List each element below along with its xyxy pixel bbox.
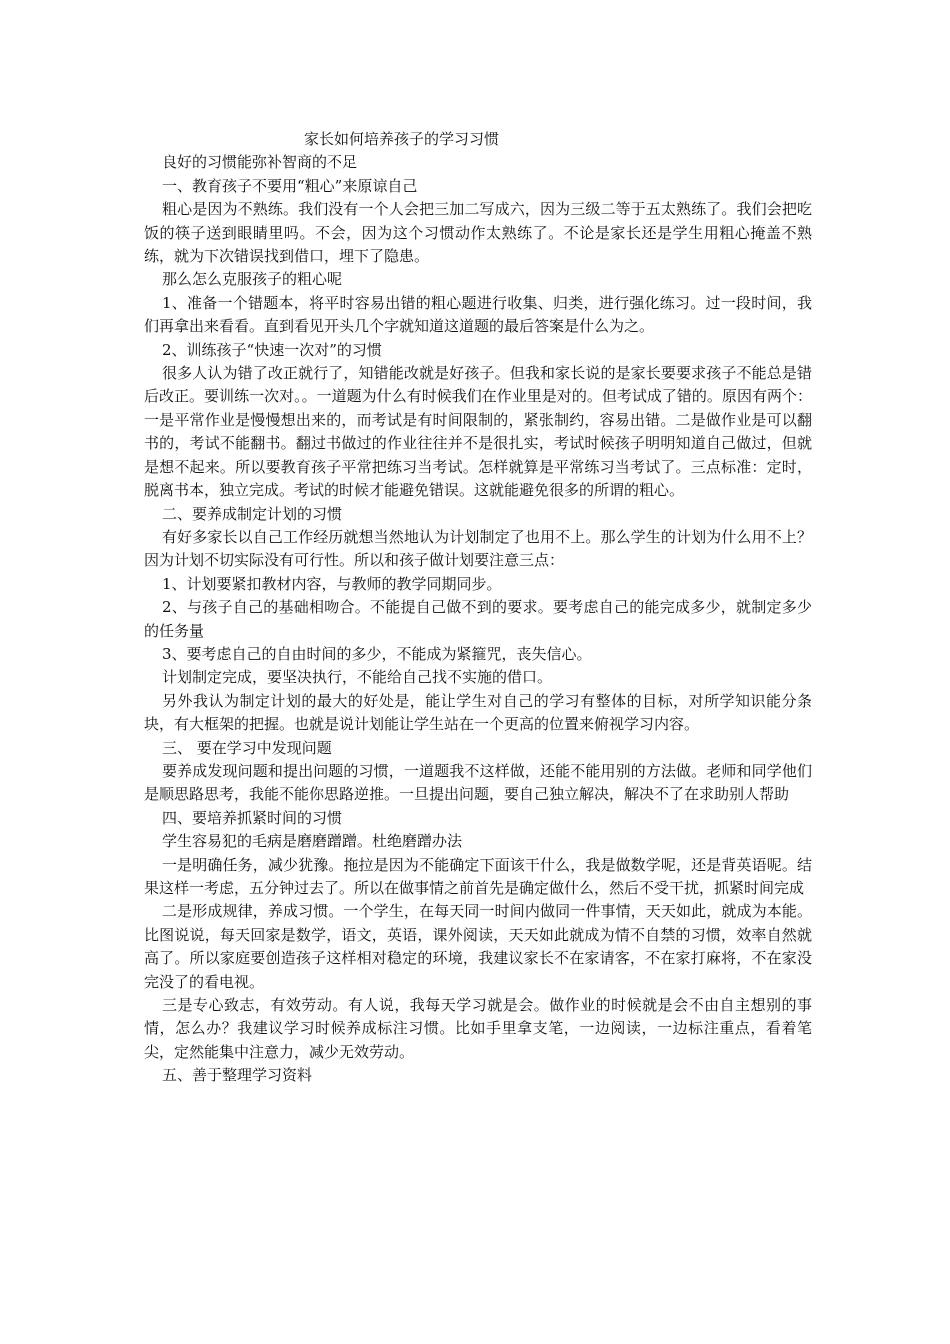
document-page <box>144 128 812 1088</box>
section-heading: 一、教育孩子不要用“粗心”来原谅自己 <box>162 176 418 195</box>
section-heading: 二、要养成制定计划的习惯 <box>162 504 343 523</box>
paragraph: 2、与孩子自己的基础相吻合。不能提自己做不到的要求。要考虑自己的能完成多少，就制定多少的任务量 <box>144 598 812 640</box>
section-heading: 三、 要在学习中发现问题 <box>162 738 332 757</box>
section-heading: 五、善于整理学习资料 <box>162 1066 313 1085</box>
paragraph: 另外我认为制定计划的最大的好处是，能让学生对自己的学习有整体的目标，对所学知识能分条块，有大框架的把握。也就是说计划能让学生站在一个更高的位置来俯视学习内容。 <box>144 691 812 734</box>
paragraph: 二是形成规律，养成习惯。一个学生，在每天同一时间内做同一件事情，天天如此，就成为本能。比图说说，每天回家是数学，语文，英语，课外阅读，天天如此就成为情不自禁的习惯，效率自然就高了。所以家庭要创造孩子这样相对稳定的环境，我建议家长不在家请客，不在家打麻将，不在家没完没了的看电视。 <box>144 902 812 991</box>
section-heading: 四、要培养抓紧时间的习惯 <box>162 808 343 827</box>
paragraph: 三是专心致志，有效劳动。有人说，我每天学习就是会。做作业的时候就是会不由自主想别的事情，怎么办？我建议学习时候养成标注习惯。比如手里拿支笔，一边阅读，一边标注重点，看着笔尖，定然能集中注意力，减少无效劳动。 <box>144 996 812 1061</box>
paragraph: 2、训练孩子“快速一次对”的习惯 <box>162 340 382 359</box>
paragraph: 计划制定完成，要坚决执行，不能给自己找不实施的借口。 <box>162 668 553 687</box>
paragraph: 一是明确任务，减少犹豫。拖拉是因为不能确定下面该干什么，我是做数学呢，还是背英语呢。结果这样一考虑，五分钟过去了。所以在做事情之前首先是确定做什么，然后不受干扰，抓紧时间完成 <box>144 855 812 897</box>
paragraph: 良好的习惯能弥补智商的不足 <box>162 153 358 172</box>
paragraph: 1、计划要紧扣教材内容，与教师的教学同期同步。 <box>162 574 502 593</box>
paragraph: 1、准备一个错题本，将平时容易出错的粗心题进行收集、归类，进行强化练习。过一段时间，我们再拿出来看看。直到看见开头几个字就知道这道题的最后答案是什么为之。 <box>144 293 812 336</box>
paragraph: 学生容易犯的毛病是磨磨蹭蹭。杜绝磨蹭办法 <box>162 832 463 851</box>
paragraph: 那么怎么克服孩子的粗心呢 <box>162 270 343 289</box>
paragraph: 要养成发现问题和提出问题的习惯，一道题我不这样做，还能不能用别的方法做。老师和同学他们是顺思路思考，我能不能你思路逆推。一旦提出问题，要自己独立解决，解决不了在求助别人帮助 <box>144 761 812 804</box>
paragraph: 粗心是因为不熟练。我们没有一个人会把三加二写成六，因为三级二等于五太熟练了。我们会把吃饭的筷子送到眼睛里吗。不会，因为这个习惯动作太熟练了。不论是家长还是学生用粗心掩盖不熟练，就为下次错误找到借口，埋下了隐患。 <box>144 200 812 266</box>
paragraph: 很多人认为错了改正就行了，知错能改就是好孩子。但我和家长说的是家长要要求孩子不能总是错后改正。要训练一次对。。一道题为什么有时候我们在作业里是对的。但考试成了错的。原因有两个：一是平常作业是慢慢想出来的，而考试是有时间限制的，紧张制约，容易出错。二是做作业是可以翻书的，考试不能翻书。翻过书做过的作业往往并不是很扎实，考试时候孩子明明知道自己做过，但就是想不起来。所以要教育孩子平常把练习当考试。怎样就算是平常练习当考试了。三点标准：定时，脱离书本，独立完成。考试的时候才能避免错误。这就能避免很多的所谓的粗心。 <box>144 364 812 500</box>
paragraph: 3、要考虑自己的自由时间的多少，不能成为紧箍咒，丧失信心。 <box>162 644 592 663</box>
document-title: 家长如何培养孩子的学习习惯 <box>304 130 500 148</box>
paragraph: 有好多家长以自己工作经历就想当然地认为计划制定了也用不上。那么学生的计划为什么用不上？因为计划不切实际没有可行性。所以和孩子做计划要注意三点： <box>144 527 812 570</box>
